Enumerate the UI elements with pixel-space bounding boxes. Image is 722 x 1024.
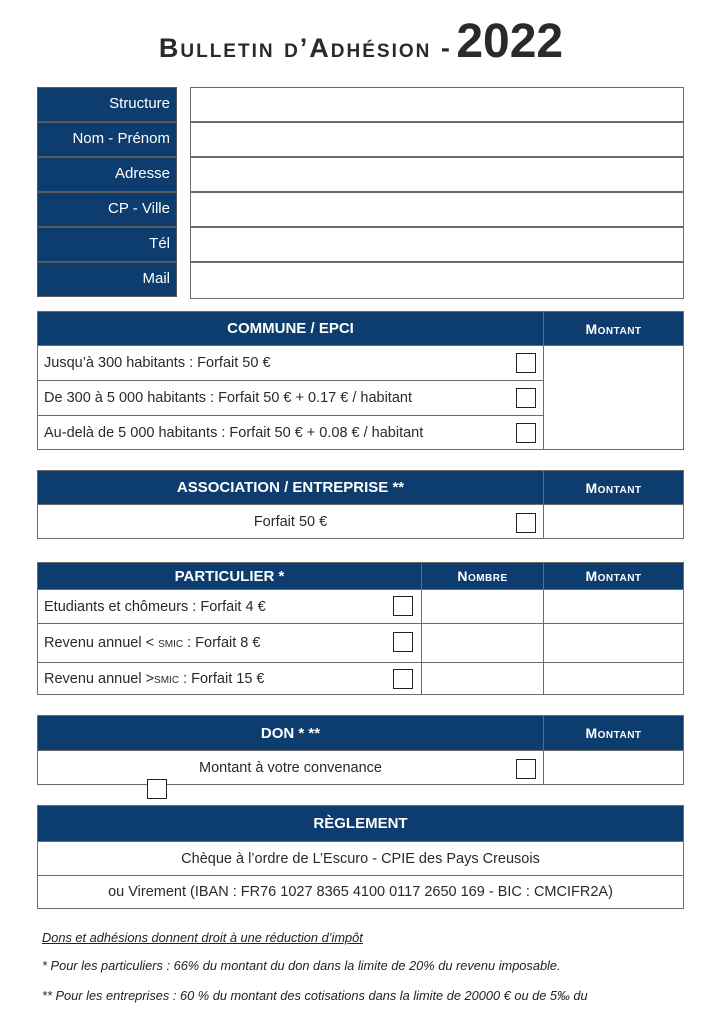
reglement-cheque-row [37, 841, 684, 876]
label-tel: Tél [37, 227, 177, 262]
label-nom-prenom: Nom - Prénom [37, 122, 177, 157]
particulier-row-1-label: Etudiants et chômeurs : Forfait 4 € [44, 598, 266, 615]
adresse-field[interactable] [190, 157, 684, 192]
reglement-header: RÈGLEMENT [37, 805, 684, 842]
note-entreprises: ** Pour les entreprises : 60 % du montant des cotisations dans la limite de 20000 € ou de 5‰ du [42, 988, 588, 1003]
commune-row-1-checkbox[interactable] [516, 353, 536, 373]
particulier-header: PARTICULIER * [37, 562, 422, 590]
don-header: DON * ** [37, 715, 544, 751]
mail-field[interactable] [190, 262, 684, 299]
don-checkbox[interactable] [516, 759, 536, 779]
particulier-count-field-2[interactable] [421, 623, 544, 663]
nom-prenom-field[interactable] [190, 122, 684, 157]
don-row [37, 750, 544, 785]
don-row-label: Montant à votre convenance [199, 759, 382, 776]
commune-row-2-label: De 300 à 5 000 habitants : Forfait 50 € + 0.17 € / habitant [44, 390, 412, 406]
commune-amount-header: Montant [543, 311, 684, 346]
commune-header: COMMUNE / EPCI [37, 311, 544, 346]
association-row [37, 504, 544, 539]
reglement-virement-text: ou Virement (IBAN : FR76 1027 8365 4100 0117 2650 169 - BIC : CMCIFR2A) [108, 884, 613, 900]
particulier-row-1-checkbox[interactable] [393, 596, 413, 616]
label-cp-ville: CP - Ville [37, 192, 177, 227]
particulier-row-3-forfait: : Forfait 15 € [179, 670, 265, 687]
particulier-row-1 [37, 589, 422, 624]
particulier-amount-field-2[interactable] [543, 623, 684, 663]
reglement-virement-row [37, 875, 684, 909]
don-amount-field[interactable] [543, 750, 684, 785]
particulier-amount-field-3[interactable] [543, 662, 684, 695]
page-title [0, 14, 722, 69]
commune-row-2-checkbox[interactable] [516, 388, 536, 408]
title-year: 2022 [456, 15, 564, 68]
association-amount-header: Montant [543, 470, 684, 505]
particulier-row-2-checkbox[interactable] [393, 632, 413, 652]
tel-field[interactable] [190, 227, 684, 262]
particulier-count-field-3[interactable] [421, 662, 544, 695]
association-amount-field[interactable] [543, 504, 684, 539]
association-row-label: Forfait 50 € [253, 513, 328, 530]
commune-row-3 [37, 415, 544, 450]
commune-row-3-checkbox[interactable] [516, 423, 536, 443]
cp-ville-field[interactable] [190, 192, 684, 227]
tax-notes-heading: Dons et adhésions donnent droit à une réduction d’impôt [42, 930, 363, 945]
label-mail: Mail [37, 262, 177, 297]
particulier-count-field-1[interactable] [421, 589, 544, 624]
label-adresse: Adresse [37, 157, 177, 192]
association-checkbox[interactable] [516, 513, 536, 533]
title-text: Bulletin d’Adhésion - [158, 33, 452, 63]
structure-field[interactable] [190, 87, 684, 122]
stray-checkbox[interactable] [147, 779, 167, 799]
particulier-amount-header: Montant [543, 562, 684, 590]
commune-row-3-label: Au-delà de 5 000 habitants : Forfait 50 € + 0.08 € / habitant [44, 424, 424, 441]
particulier-row-2-smic: smic [158, 635, 184, 651]
particulier-row-3-label: Revenu annuel > [44, 670, 155, 687]
particulier-row-2 [37, 623, 422, 663]
commune-row-2 [37, 380, 544, 416]
particulier-row-3 [37, 662, 422, 695]
particulier-row-3-checkbox[interactable] [393, 669, 413, 689]
particulier-row-2-label: Revenu annuel < [44, 635, 159, 651]
particulier-row-2-forfait: : Forfait 8 € [183, 635, 261, 651]
commune-row-1-label: Jusqu’à 300 habitants : Forfait 50 € [44, 355, 271, 371]
particulier-row-3-smic: smic [154, 670, 180, 687]
particulier-amount-field-1[interactable] [543, 589, 684, 624]
commune-amount-field[interactable] [543, 345, 684, 450]
commune-row-1 [37, 345, 544, 381]
label-structure: Structure [37, 87, 177, 122]
don-amount-header: Montant [543, 715, 684, 751]
reglement-cheque-text: Chèque à l’ordre de L’Escuro - CPIE des Pays Creusois [181, 850, 540, 867]
association-header: ASSOCIATION / ENTREPRISE ** [37, 470, 544, 505]
particulier-count-header: Nombre [421, 562, 544, 590]
note-particuliers: * Pour les particuliers : 66% du montant du don dans la limite de 20% du revenu imposable. [42, 958, 561, 973]
